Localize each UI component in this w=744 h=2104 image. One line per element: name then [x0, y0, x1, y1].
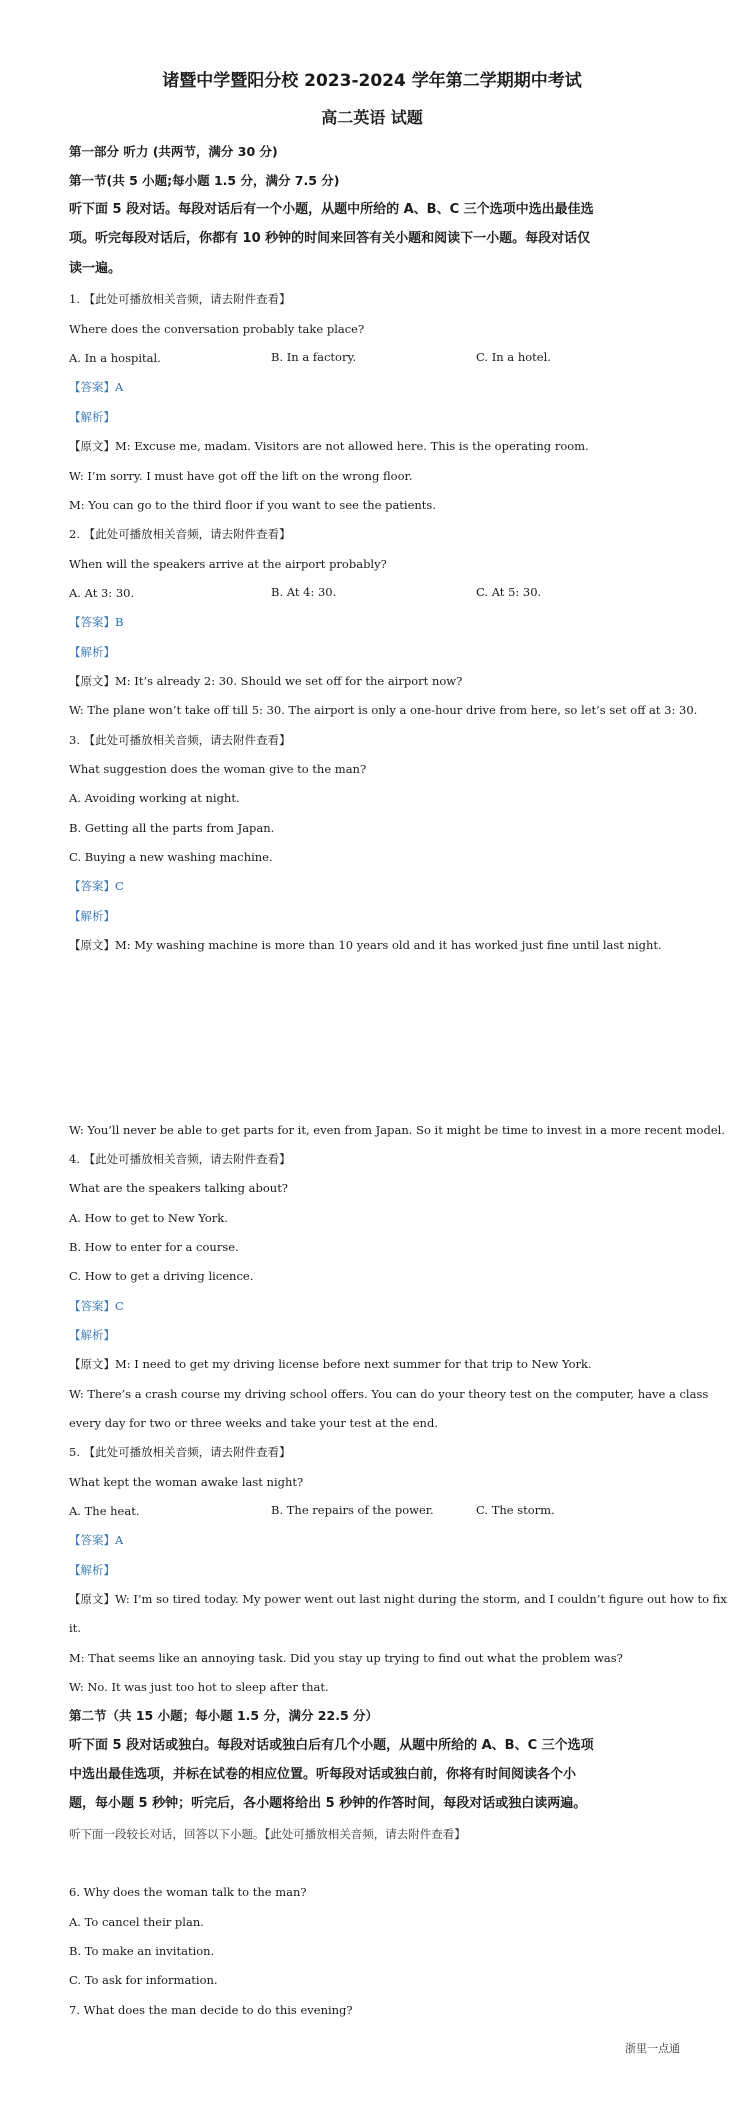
q5-option-b: B. The repairs of the power.	[271, 1503, 434, 1517]
q3-audio-placeholder[interactable]: 3. 【此处可播放相关音频，请去附件查看】	[69, 733, 291, 747]
exam-title: 诸暨中学暨阳分校 2023-2024 学年第二学期期中考试	[162, 71, 582, 91]
q2-analysis: 【解析】	[69, 645, 115, 659]
q2-answer: 【答案】B	[69, 615, 124, 629]
q3-analysis: 【解析】	[69, 909, 115, 923]
q4-question: What are the speakers talking about?	[69, 1181, 288, 1195]
q2-option-a: A. At 3: 30.	[69, 586, 135, 600]
q7-question: 7. What does the man decide to do this evening?	[69, 2003, 353, 2017]
q6-option-b: B. To make an invitation.	[69, 1944, 215, 1958]
q2-option-b: B. At 4: 30.	[271, 585, 337, 599]
q1-audio-placeholder[interactable]: 1. 【此处可播放相关音频，请去附件查看】	[69, 292, 291, 306]
section2-instruction-line: 题，每小题 5 秒钟；听完后，各小题将给出 5 秒钟的作答时间，每段对话或独白读两遍。	[69, 1796, 587, 1811]
q3-transcript-line: 【原文】M: My washing machine is more than 10 years old and it has worked just fine until last night.	[69, 938, 662, 952]
q2-transcript-line: 【原文】M: It’s already 2: 30. Should we set off for the airport now?	[69, 674, 463, 688]
q1-analysis: 【解析】	[69, 410, 115, 424]
section2-heading: 第二节（共 15 小题；每小题 1.5 分，满分 22.5 分）	[69, 1708, 378, 1723]
q6-option-c: C. To ask for information.	[69, 1973, 218, 1987]
q5-answer: 【答案】A	[69, 1533, 124, 1547]
q4-answer: 【答案】C	[69, 1299, 124, 1313]
section1-instruction-line: 项。听完每段对话后，你都有 10 秒钟的时间来回答有关小题和阅读下一小题。每段对话仅	[69, 231, 591, 246]
q1-question: Where does the conversation probably take place?	[69, 322, 365, 336]
section2-instruction-line: 中选出最佳选项，并标在试卷的相应位置。听每段对话或独白前，你将有时间阅读各个小	[69, 1767, 577, 1782]
q1-answer: 【答案】A	[69, 380, 124, 394]
q1-option-a: A. In a hospital.	[69, 351, 161, 365]
q4-transcript-line: W: There’s a crash course my driving school offers. You can do your theory test on the computer, have a class	[69, 1387, 709, 1401]
q5-transcript-line: W: No. It was just too hot to sleep after that.	[69, 1680, 329, 1694]
section2-instruction-line: 听下面 5 段对话或独白。每段对话或独白后有几个小题，从题中所给的 A、B、C 三个选项	[69, 1738, 594, 1753]
q3-answer: 【答案】C	[69, 879, 124, 893]
q5-question: What kept the woman awake last night?	[69, 1475, 304, 1489]
q2-question: When will the speakers arrive at the airport probably?	[69, 557, 387, 571]
q4-transcript-line: every day for two or three weeks and take your test at the end.	[69, 1416, 438, 1430]
q4-audio-placeholder[interactable]: 4. 【此处可播放相关音频，请去附件查看】	[69, 1152, 291, 1166]
q2-transcript-line: W: The plane won’t take off till 5: 30. The airport is only a one-hour drive from here, so let’s set off at 3: 30.	[69, 703, 698, 717]
section1-heading: 第一节(共 5 小题;每小题 1.5 分，满分 7.5 分)	[69, 173, 340, 188]
q4-option-b: B. How to enter for a course.	[69, 1240, 239, 1254]
exam-subtitle: 高二英语 试题	[321, 108, 423, 127]
section1-instruction-line: 听下面 5 段对话。每段对话后有一个小题，从题中所给的 A、B、C 三个选项中选出最佳选	[69, 202, 594, 217]
q5-transcript-line: 【原文】W: I’m so tired today. My power went out last night during the storm, and I couldn’t figure out how to fix	[69, 1592, 727, 1606]
q1-transcript-line: M: You can go to the third floor if you want to see the patients.	[69, 498, 436, 512]
q6-option-a: A. To cancel their plan.	[69, 1915, 204, 1929]
footer-watermark: 浙里一点通	[625, 2042, 680, 2055]
q5-option-c: C. The storm.	[476, 1503, 555, 1517]
q2-option-c: C. At 5: 30.	[476, 585, 542, 599]
q4-option-a: A. How to get to New York.	[69, 1211, 228, 1225]
q5-transcript-line: M: That seems like an annoying task. Did you stay up trying to find out what the problem was?	[69, 1651, 623, 1665]
q5-analysis: 【解析】	[69, 1563, 115, 1577]
q2-audio-placeholder[interactable]: 2. 【此处可播放相关音频，请去附件查看】	[69, 527, 291, 541]
q3-option-c: C. Buying a new washing machine.	[69, 850, 273, 864]
q5-transcript-line: it.	[69, 1621, 81, 1635]
q5-audio-placeholder[interactable]: 5. 【此处可播放相关音频，请去附件查看】	[69, 1445, 291, 1459]
q3-question: What suggestion does the woman give to the man?	[69, 762, 367, 776]
q5-option-a: A. The heat.	[69, 1504, 140, 1518]
q3-transcript-line: W: You’ll never be able to get parts for it, even from Japan. So it might be time to invest in a more recent model.	[69, 1123, 725, 1137]
q1-transcript-line: W: I’m sorry. I must have got off the lift on the wrong floor.	[69, 469, 413, 483]
q4-transcript-line: 【原文】M: I need to get my driving license before next summer for that trip to New York.	[69, 1357, 592, 1371]
long-dialog-audio-note[interactable]: 听下面一段较长对话，回答以下小题。【此处可播放相关音频，请去附件查看】	[69, 1827, 466, 1841]
q1-transcript-line: 【原文】M: Excuse me, madam. Visitors are not allowed here. This is the operating room.	[69, 439, 589, 453]
section1-instruction-line: 读一遍。	[69, 261, 122, 276]
q4-option-c: C. How to get a driving licence.	[69, 1269, 254, 1283]
q1-option-c: C. In a hotel.	[476, 350, 551, 364]
q3-option-a: A. Avoiding working at night.	[69, 791, 240, 805]
part1-heading: 第一部分 听力 (共两节，满分 30 分)	[69, 144, 278, 159]
q4-analysis: 【解析】	[69, 1328, 115, 1342]
q6-question: 6. Why does the woman talk to the man?	[69, 1885, 307, 1899]
q3-option-b: B. Getting all the parts from Japan.	[69, 821, 275, 835]
q1-option-b: B. In a factory.	[271, 350, 357, 364]
